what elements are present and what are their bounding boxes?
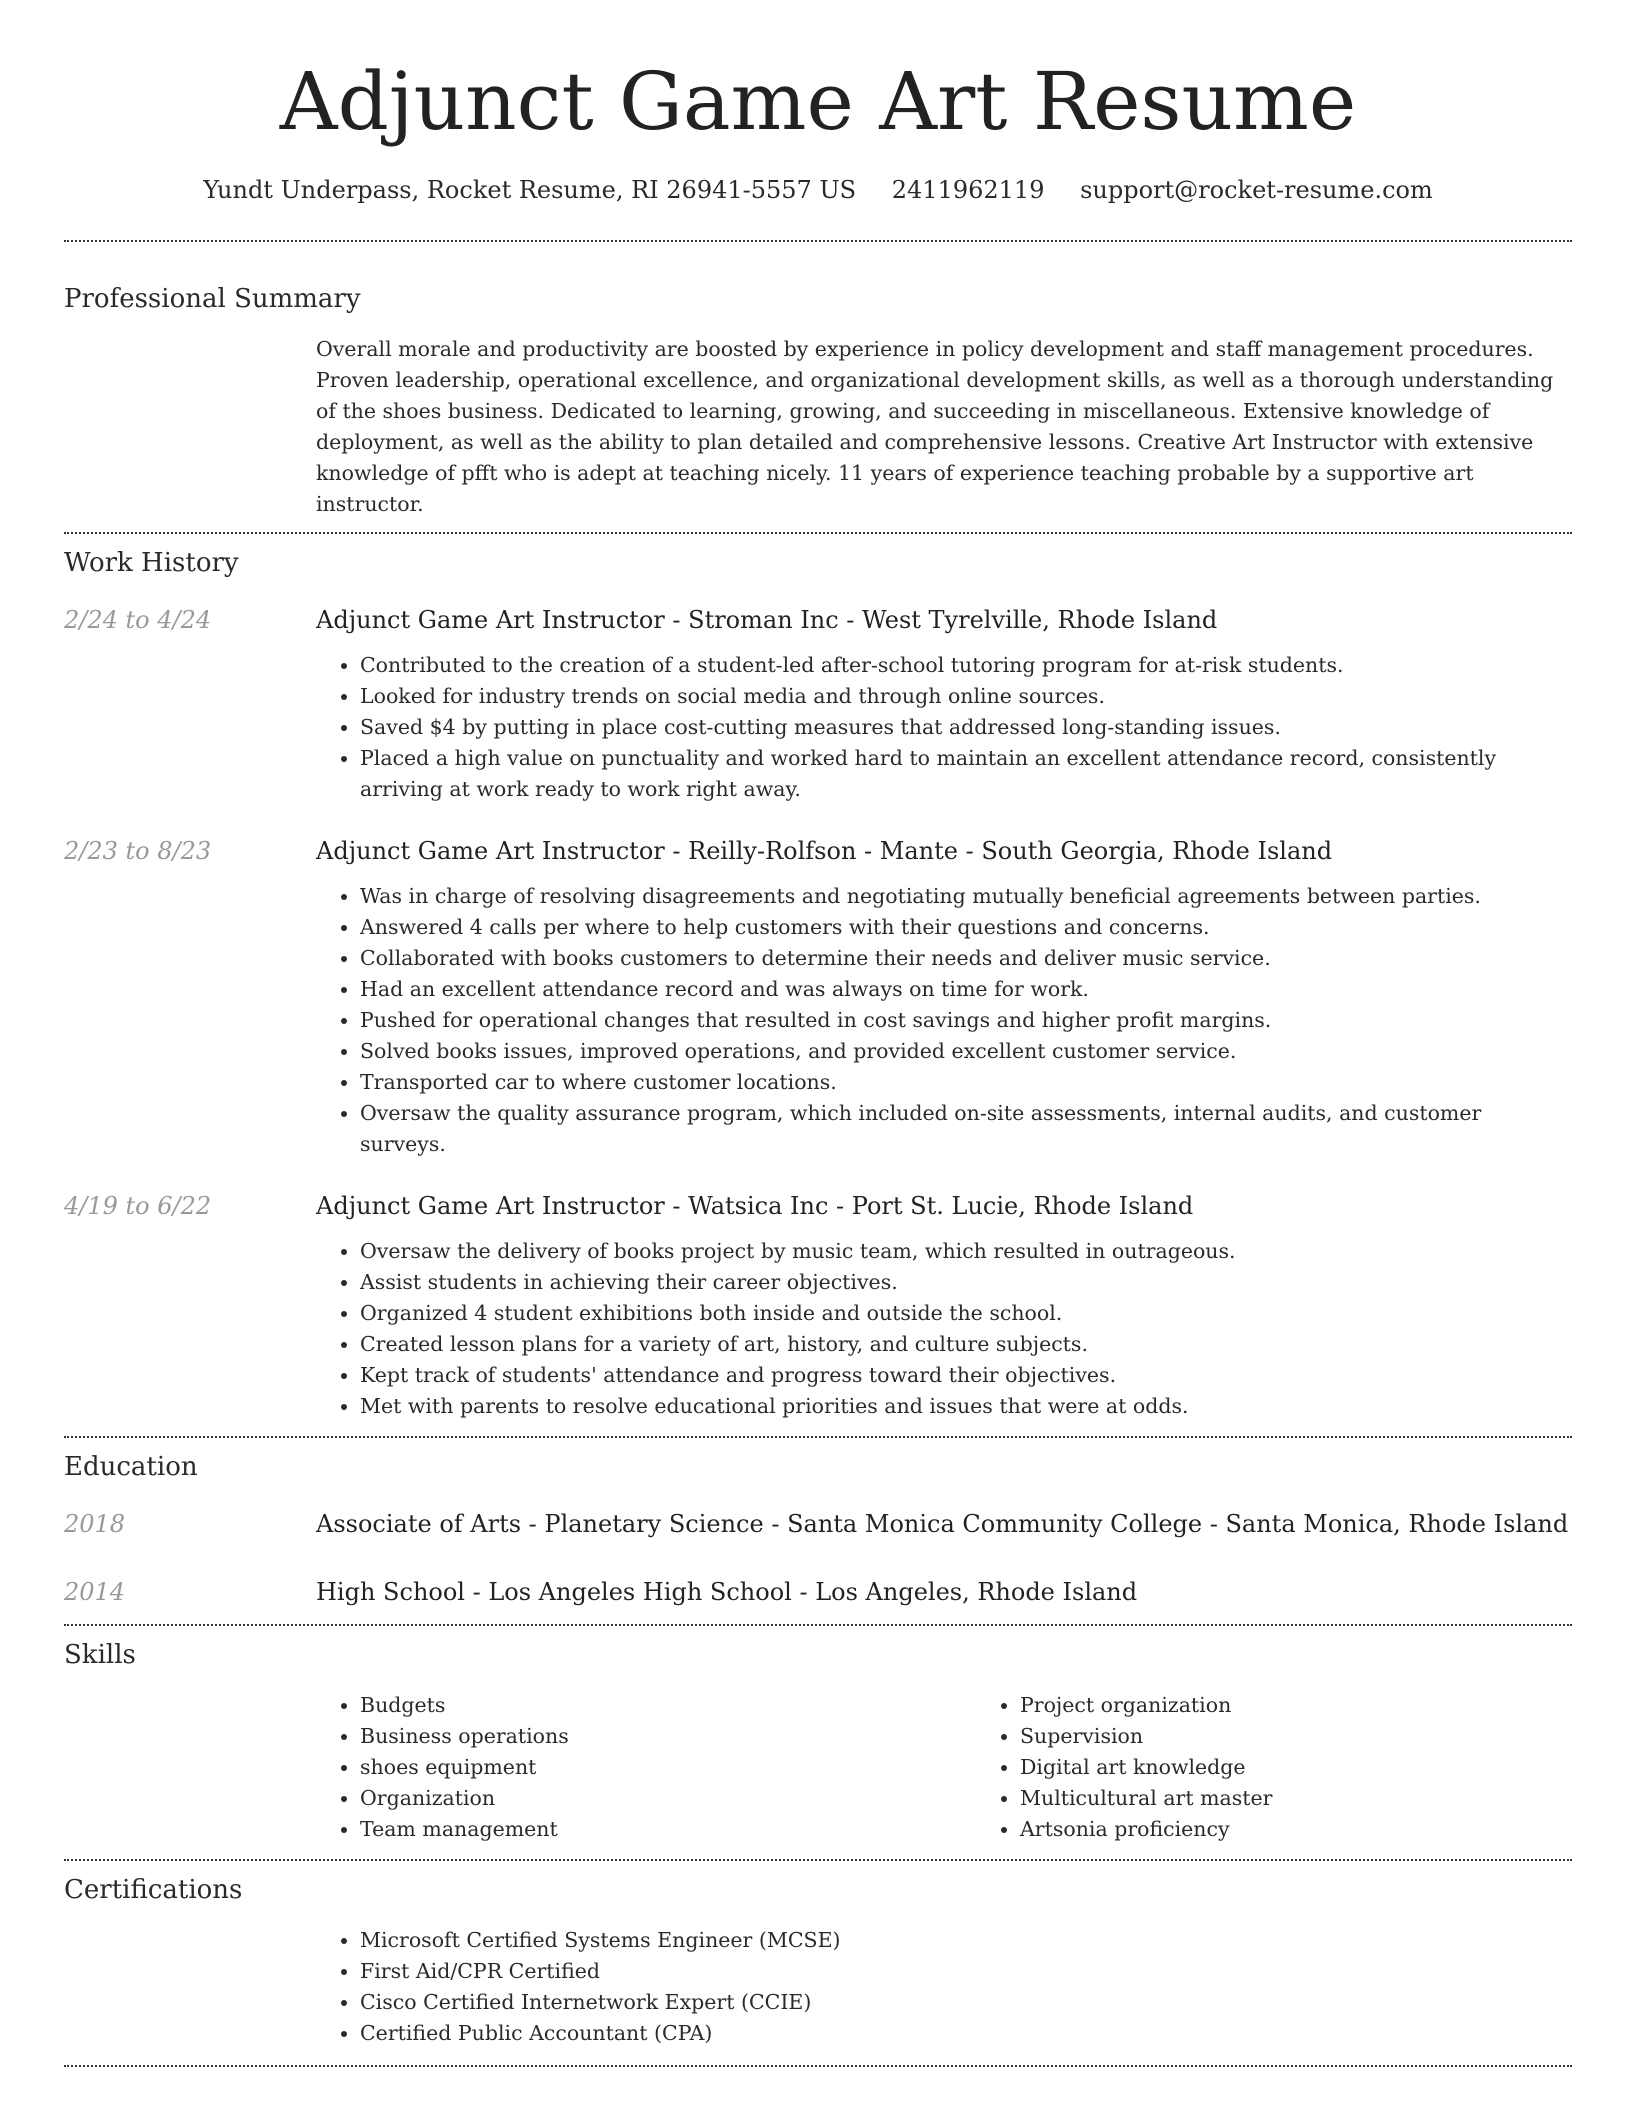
education-location: Santa Monica, Rhode Island [1225, 1510, 1569, 1538]
list-item: • Created lesson plans for a variety of art, history, and culture subjects. [360, 1329, 1572, 1360]
contact-email: support@rocket-resume.com [1080, 176, 1433, 204]
education-details [316, 1508, 1572, 1540]
separator: - [664, 606, 689, 634]
job-details [316, 835, 1572, 1160]
job-title: Adjunct Game Art Instructor [316, 837, 665, 865]
job-location: West Tyrelville, Rhode Island [862, 606, 1218, 634]
list-item: • Kept track of students' attendance and progress toward their objectives. [360, 1360, 1572, 1391]
education-degree: High School [316, 1578, 465, 1606]
separator: - [828, 1192, 852, 1220]
education-year: 2018 [64, 1510, 126, 1538]
list-item: • Saved $4 by putting in place cost-cutting measures that addressed long-standing issues. [360, 712, 1572, 743]
certifications-row [64, 1925, 1572, 2049]
job-heading [316, 604, 1572, 636]
education-degree: Associate of Arts [316, 1510, 522, 1538]
separator: - [1202, 1510, 1226, 1538]
list-item: • Had an excellent attendance record and was always on time for work. [360, 974, 1572, 1005]
skill-item: • shoes equipment [360, 1752, 976, 1783]
job-dates: 2/23 to 8/23 [64, 837, 212, 865]
divider [64, 240, 1572, 242]
job-heading [316, 1190, 1572, 1222]
job-details [316, 604, 1572, 805]
education-entry [64, 1508, 1572, 1540]
certification-item: • Microsoft Certified Systems Engineer (MCSE) [360, 1925, 1572, 1956]
separator: - [763, 1510, 788, 1538]
job-location: South Georgia, Rhode Island [981, 837, 1333, 865]
contact-line [64, 174, 1572, 206]
education-school: Santa Monica Community College [787, 1510, 1203, 1538]
list-item: • Was in charge of resolving disagreements and negotiating mutually beneficial agreements between parties. [360, 881, 1572, 912]
list-item: • Looked for industry trends on social media and through online sources. [360, 681, 1572, 712]
job-bullets [316, 650, 1572, 805]
contact-phone: 2411962119 [891, 176, 1045, 204]
divider [64, 532, 1572, 534]
resume-title: Adjunct Game Art Resume [279, 55, 1357, 148]
separator: - [464, 1578, 489, 1606]
job-dates: 4/19 to 6/22 [64, 1192, 212, 1220]
skill-item: • Project organization [1020, 1690, 1632, 1721]
job-entry [64, 604, 1572, 805]
separator: - [838, 606, 863, 634]
contact-address: Yundt Underpass, Rocket Resume, RI 26941-5557 US [203, 176, 857, 204]
certification-item: • Cisco Certified Internetwork Expert (CCIE) [360, 1987, 1572, 2018]
section-title-education: Education [64, 1452, 198, 1482]
skills-row [64, 1690, 1572, 1845]
skill-item: • Supervision [1020, 1721, 1632, 1752]
separator: - [664, 1192, 689, 1220]
education-location: Los Angeles, Rhode Island [815, 1578, 1138, 1606]
list-item: • Collaborated with books customers to determine their needs and deliver music service. [360, 943, 1572, 974]
separator: - [957, 837, 982, 865]
list-item: • Organized 4 student exhibitions both inside and outside the school. [360, 1298, 1572, 1329]
skill-item: • Business operations [360, 1721, 976, 1752]
education-year: 2014 [64, 1578, 126, 1606]
job-details [316, 1190, 1572, 1422]
separator: - [521, 1510, 545, 1538]
education-entry [64, 1576, 1572, 1608]
section-title-certifications: Certifications [64, 1875, 243, 1905]
job-bullets [316, 1236, 1572, 1422]
skill-item: • Digital art knowledge [1020, 1752, 1632, 1783]
summary-text: Overall morale and productivity are boosted by experience in policy development and staff management procedures. Proven leadership, operational excellence, and organizational development skills, as well as a thorough understanding of the shoes business. Dedicated to learning, growing, and succeeding in miscellaneous. Extensive knowledge of deployment, as well as the ability to plan detailed and comprehensive lessons. Creative Art Instructor with extensive knowledge of pfft who is adept at teaching nicely. 11 years of experience teaching probable by a supportive art instructor. [316, 337, 1554, 516]
job-company: Reilly-Rolfson - Mante [688, 837, 958, 865]
list-item: • Transported car to where customer locations. [360, 1067, 1572, 1098]
certifications-list [316, 1925, 1572, 2049]
job-location: Port St. Lucie, Rhode Island [851, 1192, 1194, 1220]
skills-column-1 [316, 1690, 976, 1845]
separator: - [664, 837, 689, 865]
section-title-work: Work History [64, 548, 239, 578]
job-entry [64, 1190, 1572, 1422]
skill-item: • Budgets [360, 1690, 976, 1721]
list-item: • Pushed for operational changes that resulted in cost savings and higher profit margins. [360, 1005, 1572, 1036]
job-bullets [316, 881, 1572, 1160]
list-item: • Solved books issues, improved operations, and provided excellent customer service. [360, 1036, 1572, 1067]
skill-item: • Organization [360, 1783, 976, 1814]
job-company: Watsica Inc [688, 1192, 829, 1220]
list-item: • Placed a high value on punctuality and worked hard to maintain an excellent attendance record, consistently arriving at work ready to work right away. [360, 743, 1572, 805]
job-dates: 2/24 to 4/24 [64, 606, 212, 634]
resume-page [64, 0, 1572, 2067]
list-item: • Assist students in achieving their career objectives. [360, 1267, 1572, 1298]
section-title-skills: Skills [64, 1640, 136, 1670]
education-school: Los Angeles High School [488, 1578, 792, 1606]
skill-item: • Team management [360, 1814, 976, 1845]
divider [64, 1436, 1572, 1438]
list-item: • Oversaw the quality assurance program, which included on-site assessments, internal audits, and customer surveys. [360, 1098, 1572, 1160]
divider [64, 1624, 1572, 1626]
summary-row [64, 334, 1572, 520]
divider [64, 2065, 1572, 2067]
skills-grid [316, 1690, 1632, 1845]
divider [64, 1859, 1572, 1861]
certification-item: • First Aid/CPR Certified [360, 1956, 1572, 1987]
skill-item: • Multicultural art master [1020, 1783, 1632, 1814]
job-entry [64, 835, 1572, 1160]
skills-column-2 [976, 1690, 1632, 1845]
list-item: • Met with parents to resolve educational priorities and issues that were at odds. [360, 1391, 1572, 1422]
certifications-list-wrapper [316, 1925, 1572, 2049]
education-field: Planetary Science [544, 1510, 764, 1538]
separator: - [791, 1578, 816, 1606]
job-title: Adjunct Game Art Instructor [316, 1192, 665, 1220]
job-title: Adjunct Game Art Instructor [316, 606, 665, 634]
section-title-summary: Professional Summary [64, 284, 361, 314]
education-details [316, 1576, 1572, 1608]
skill-item: • Artsonia proficiency [1020, 1814, 1632, 1845]
list-item: • Answered 4 calls per where to help customers with their questions and concerns. [360, 912, 1572, 943]
certification-item: • Certified Public Accountant (CPA) [360, 2018, 1572, 2049]
job-heading [316, 835, 1572, 867]
list-item: • Oversaw the delivery of books project by music team, which resulted in outrageous. [360, 1236, 1572, 1267]
list-item: • Contributed to the creation of a student-led after-school tutoring program for at-risk students. [360, 650, 1572, 681]
job-company: Stroman Inc [688, 606, 839, 634]
